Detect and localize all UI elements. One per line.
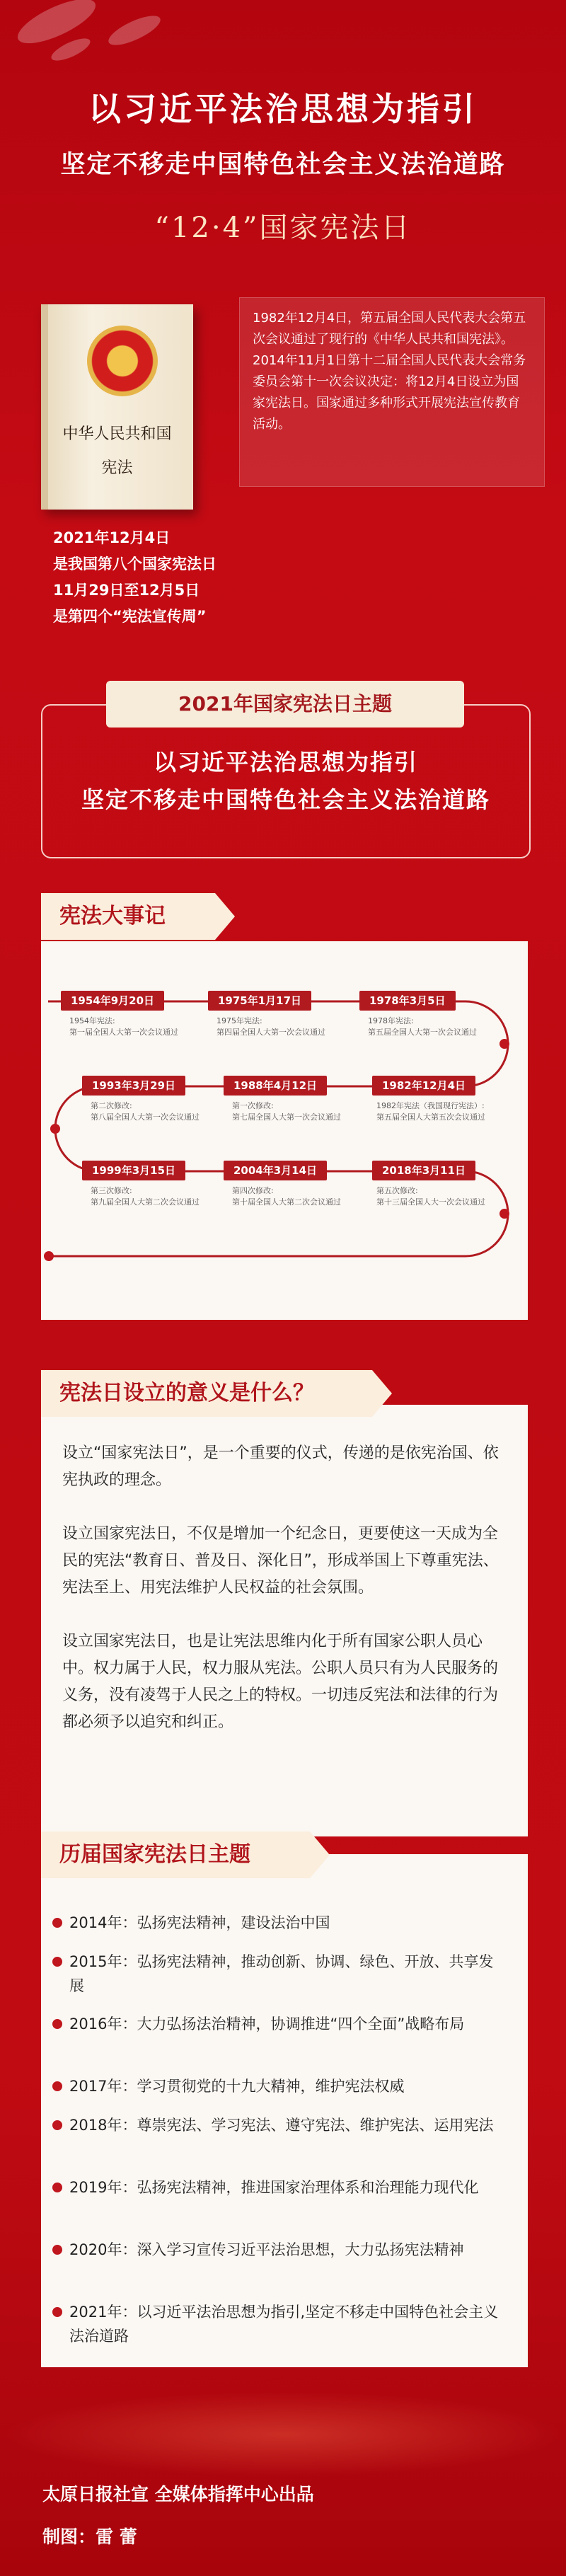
- timeline-desc-line: 第四届全国人大第一次会议通过: [216, 1028, 325, 1037]
- timeline-desc-line: 1954年宪法:: [69, 1016, 115, 1025]
- timeline-date: 1999年3月15日: [82, 1161, 185, 1180]
- timeline-date: 2018年3月11日: [372, 1161, 475, 1180]
- book-title-line1: 中华人民共和国: [62, 425, 172, 443]
- feather-decoration: [49, 34, 93, 64]
- timeline-dot: [499, 1209, 509, 1219]
- timeline-dot: [50, 1124, 60, 1134]
- timeline-desc-line: 第十三届全国人大一次会议通过: [376, 1197, 485, 1207]
- timeline-desc: [368, 1016, 477, 1038]
- book-title-line2: 宪法: [101, 459, 133, 477]
- history-card: [41, 1854, 528, 2367]
- footer-designer: 制图：雷 蕾: [42, 2526, 137, 2547]
- history-item: 2017年：学习贯彻党的十九大精神，维护宪法权威: [52, 2074, 505, 2098]
- intro-text: 1982年12月4日，第五届全国人民代表大会第五次会议通过了现行的《中华人民共和国宪法》。2014年11月1日第十二届全国人民代表大会常务委员会第十一次会议决定：将12月4日设立为国家宪法日。国家通过多种形式开展宪法宣传教育活动。: [239, 297, 545, 487]
- history-tag: 历届国家宪法日主题: [41, 1832, 310, 1878]
- timeline-desc-line: 第五次修改:: [376, 1186, 418, 1195]
- timeline-desc-line: 第一次修改:: [232, 1101, 274, 1110]
- timeline-desc-line: 第一届全国人大第一次会议通过: [69, 1028, 178, 1037]
- date-line: 2021年12月4日: [53, 529, 171, 546]
- meaning-paragraph: 设立“国家宪法日”，是一个重要的仪式，传递的是依宪治国、依宪执政的理念。: [62, 1444, 499, 1489]
- history-item: 2015年：弘扬宪法精神，推动创新、协调、绿色、开放、共享发展: [52, 1950, 505, 1998]
- timeline-desc-line: 1978年宪法:: [368, 1016, 414, 1025]
- timeline-desc: [69, 1016, 178, 1038]
- timeline-date: 1982年12月4日: [372, 1076, 475, 1096]
- book-title: [48, 418, 186, 485]
- timeline-desc-line: 第四次修改:: [232, 1186, 274, 1195]
- history-item: 2018年：尊崇宪法、学习宪法、遵守宪法、维护宪法、运用宪法: [52, 2113, 505, 2137]
- timeline-date: 1975年1月17日: [208, 991, 311, 1011]
- timeline-desc: [232, 1185, 341, 1208]
- timeline-date: 1954年9月20日: [61, 991, 164, 1011]
- feather-decoration: [105, 10, 163, 50]
- timeline-date: 2004年3月14日: [224, 1161, 327, 1180]
- glow-decoration: [0, 2392, 566, 2477]
- timeline-desc-line: 第十届全国人大第二次会议通过: [232, 1197, 341, 1207]
- date-line: 是我国第八个国家宪法日: [53, 556, 216, 573]
- timeline-desc: [232, 1100, 341, 1123]
- date-line: 是第四个“宪法宣传周”: [53, 608, 207, 625]
- meaning-paragraph: 设立国家宪法日，也是让宪法思维内化于所有国家公职人员心中。权力属于人民，权力服从宪法。公职人员只有为人民服务的义务，没有凌驾于人民之上的特权。一切违反宪法和法律的行为都必须予以追究和纠正。: [62, 1633, 499, 1731]
- page-title: 以习近平法治思想为指引: [88, 90, 478, 128]
- timeline-desc: [216, 1016, 325, 1038]
- national-emblem-icon: [87, 326, 158, 396]
- timeline-date: 1993年3月29日: [82, 1076, 185, 1096]
- constitution-book: [41, 304, 193, 510]
- timeline-date: 1978年3月5日: [359, 991, 456, 1011]
- meaning-paragraph: 设立国家宪法日，不仅是增加一个纪念日，更要使这一天成为全民的宪法“教育日、普及日、深化日”，形成举国上下尊重宪法、宪法至上、用宪法维护人民权益的社会氛围。: [62, 1525, 499, 1597]
- meaning-card: [41, 1405, 528, 1836]
- theme-tag: 2021年国家宪法日主题: [106, 681, 464, 728]
- timeline-desc-line: 1975年宪法:: [216, 1016, 262, 1025]
- timeline-desc-line: 第九届全国人大第二次会议通过: [91, 1197, 200, 1207]
- timeline-desc-line: 第八届全国人大第一次会议通过: [91, 1112, 200, 1122]
- meaning-tag: 宪法日设立的意义是什么？: [41, 1370, 372, 1417]
- history-item: 2019年：弘扬宪法精神，推进国家治理体系和治理能力现代化: [52, 2175, 505, 2200]
- footer-credit: 太原日报社宣 全媒体指挥中心出品: [42, 2484, 314, 2505]
- theme-line1: 以习近平法治思想为指引: [153, 749, 418, 776]
- timeline-desc: [376, 1185, 485, 1208]
- timeline-dot: [44, 1251, 54, 1261]
- history-item: 2021年：以习近平法治思想为指引,坚定不移走中国特色社会主义法治道路: [52, 2300, 505, 2348]
- timeline-tag: 宪法大事记: [41, 893, 215, 940]
- timeline-desc: [91, 1185, 200, 1208]
- date-line: 11月29日至12月5日: [53, 582, 200, 599]
- history-item: 2014年：弘扬宪法精神，建设法治中国: [52, 1911, 505, 1935]
- timeline-desc-line: 第二次修改:: [91, 1101, 132, 1110]
- page-title-line2: 坚定不移走中国特色社会主义法治道路: [60, 151, 506, 179]
- timeline-desc-line: 第七届全国人大第一次会议通过: [232, 1112, 341, 1122]
- timeline-desc-line: 第五届全国人大第一次会议通过: [368, 1028, 477, 1037]
- timeline-desc: [376, 1100, 485, 1123]
- history-item: 2020年：深入学习宣传习近平法治思想，大力弘扬宪法精神: [52, 2238, 505, 2262]
- timeline-card: [41, 941, 528, 1320]
- page-subtitle: “12·4”国家宪法日: [154, 212, 412, 244]
- dates-block: [53, 527, 216, 632]
- timeline-desc-line: 第五届全国人大第五次会议通过: [376, 1112, 485, 1122]
- timeline-desc-line: 1982年宪法（我国现行宪法）:: [376, 1101, 485, 1110]
- timeline-dot: [499, 1039, 509, 1049]
- history-item: 2016年：大力弘扬法治精神，协调推进“四个全面”战略布局: [52, 2012, 505, 2036]
- theme-line2: 坚定不移走中国特色社会主义法治道路: [81, 786, 490, 813]
- timeline-desc-line: 第三次修改:: [91, 1186, 132, 1195]
- timeline-date: 1988年4月12日: [224, 1076, 327, 1096]
- timeline-desc: [91, 1100, 200, 1123]
